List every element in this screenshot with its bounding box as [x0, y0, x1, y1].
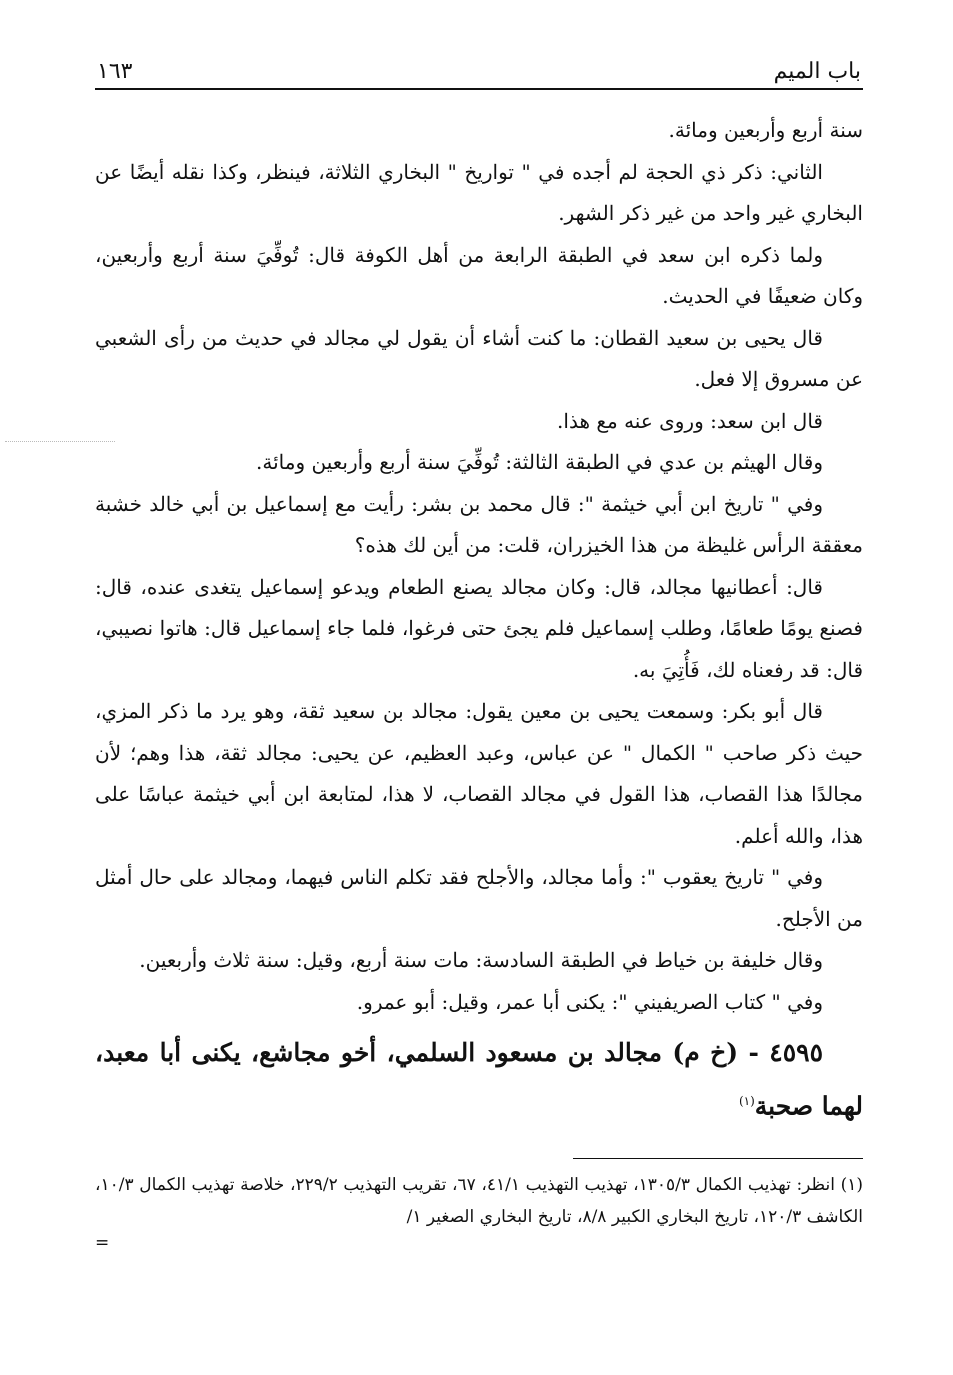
entry-text: ٤٥٩٥ - (خ م) مجالد بن مسعود السلمي، أخو مجاشع، يكنى أبا معبد، لهما صحبة — [95, 1038, 863, 1121]
footnote-continuation-mark: = — [95, 1233, 110, 1254]
paragraph: قال ابن سعد: وروى عنه مع هذا. — [557, 408, 823, 433]
page-number: ١٦٣ — [97, 59, 133, 84]
footnote: (١) انظر: تهذيب الكمال ١٣٠٥/٣، تهذيب التهذيب ٤١/١، ٦٧، تقريب التهذيب ٢٢٩/٢، خلاصة تهذيب الكمال ١٠/٣، الكاشف ١٢٠/٣، تاريخ البخاري الكبير ٨/٨، تاريخ البخاري الصغير ١/ — [95, 1175, 864, 1228]
footnote-reference[interactable]: (١) — [738, 1094, 755, 1108]
main-text — [95, 110, 863, 1130]
paragraph: قال يحيى بن سعيد القطان: ما كنت أشاء أن يقول لي مجالد في حديث من رأى الشعبي عن مسروق إلا فعل. — [95, 325, 863, 391]
paragraph: وفي " تاريخ يعقوب ": وأما مجالد، والأجلح فقد تكلم الناس فيهما، ومجالد على حال أمثل من الأجلح. — [95, 865, 863, 931]
paragraph: وقال الهيثم بن عدي في الطبقة الثالثة: تُوفِّيَ سنة أربع وأربعين ومائة. — [256, 450, 823, 474]
paragraph: وقال خليفة بن خياط في الطبقة السادسة: مات سنة أربع، وقيل: سنة ثلاث وأربعين. — [139, 948, 823, 972]
paragraph: قال أبو بكر: وسمعت يحيى بن معين يقول: مجالد بن سعيد ثقة، وهو يرد ما ذكر المزي، حيث ذكر صاحب " الكمال " عن عباس، وعبد العظيم، عن يحيى: مجالد ثقة، هذا وهم؛ لأن مجالدًا هذا القصاب، هذا القول في مجالد القصاب، لا هذا، لمتابعة ابن أبي خيثمة عباسًا على هذا، والله أعلم. — [95, 699, 863, 848]
paragraph: سنة أربع وأربعين ومائة. — [668, 118, 863, 142]
paragraph: وفي " تاريخ ابن أبي خيثمة ": قال محمد بن بشر: رأيت مع إسماعيل بن أبي خالد خشبة معققة الرأس غليظة من هذا الخيزران، قلت: من أين لك هذه؟ — [95, 491, 863, 557]
paragraph: قال: أعطانيها مجالد، قال: وكان مجالد يصنع الطعام ويدعو إسماعيل يتغدى عنده، قال: فصنع يومًا طعامًا، وطلب إسماعيل فلم يجئ حتى فرغوا، فلما جاء إسماعيل قال: هاتوا نصيبي، قال: قد رفعناه لك، فَأُتِيَ به. — [95, 574, 863, 682]
paragraph: الثاني: ذكر ذي الحجة لم أجده في " تواريخ " البخاري الثلاثة، فينظر، وكذا نقله أيضًا عن البخاري غير واحد من غير ذكر الشهر. — [95, 159, 863, 225]
running-header — [95, 48, 863, 90]
footnote-divider — [573, 1158, 863, 1159]
biography-entry-heading — [95, 1029, 863, 1130]
book-page — [95, 48, 863, 1253]
paragraph: ولما ذكره ابن سعد في الطبقة الرابعة من أهل الكوفة قال: تُوفِّيَ سنة أربع وأربعين، وكان ضعيفًا في الحديث. — [95, 242, 863, 308]
paragraph: وفي " كتاب الصريفيني ": يكنى أبا عمر، وقيل: أبو عمرو. — [356, 989, 823, 1014]
chapter-title: باب الميم — [773, 59, 861, 84]
